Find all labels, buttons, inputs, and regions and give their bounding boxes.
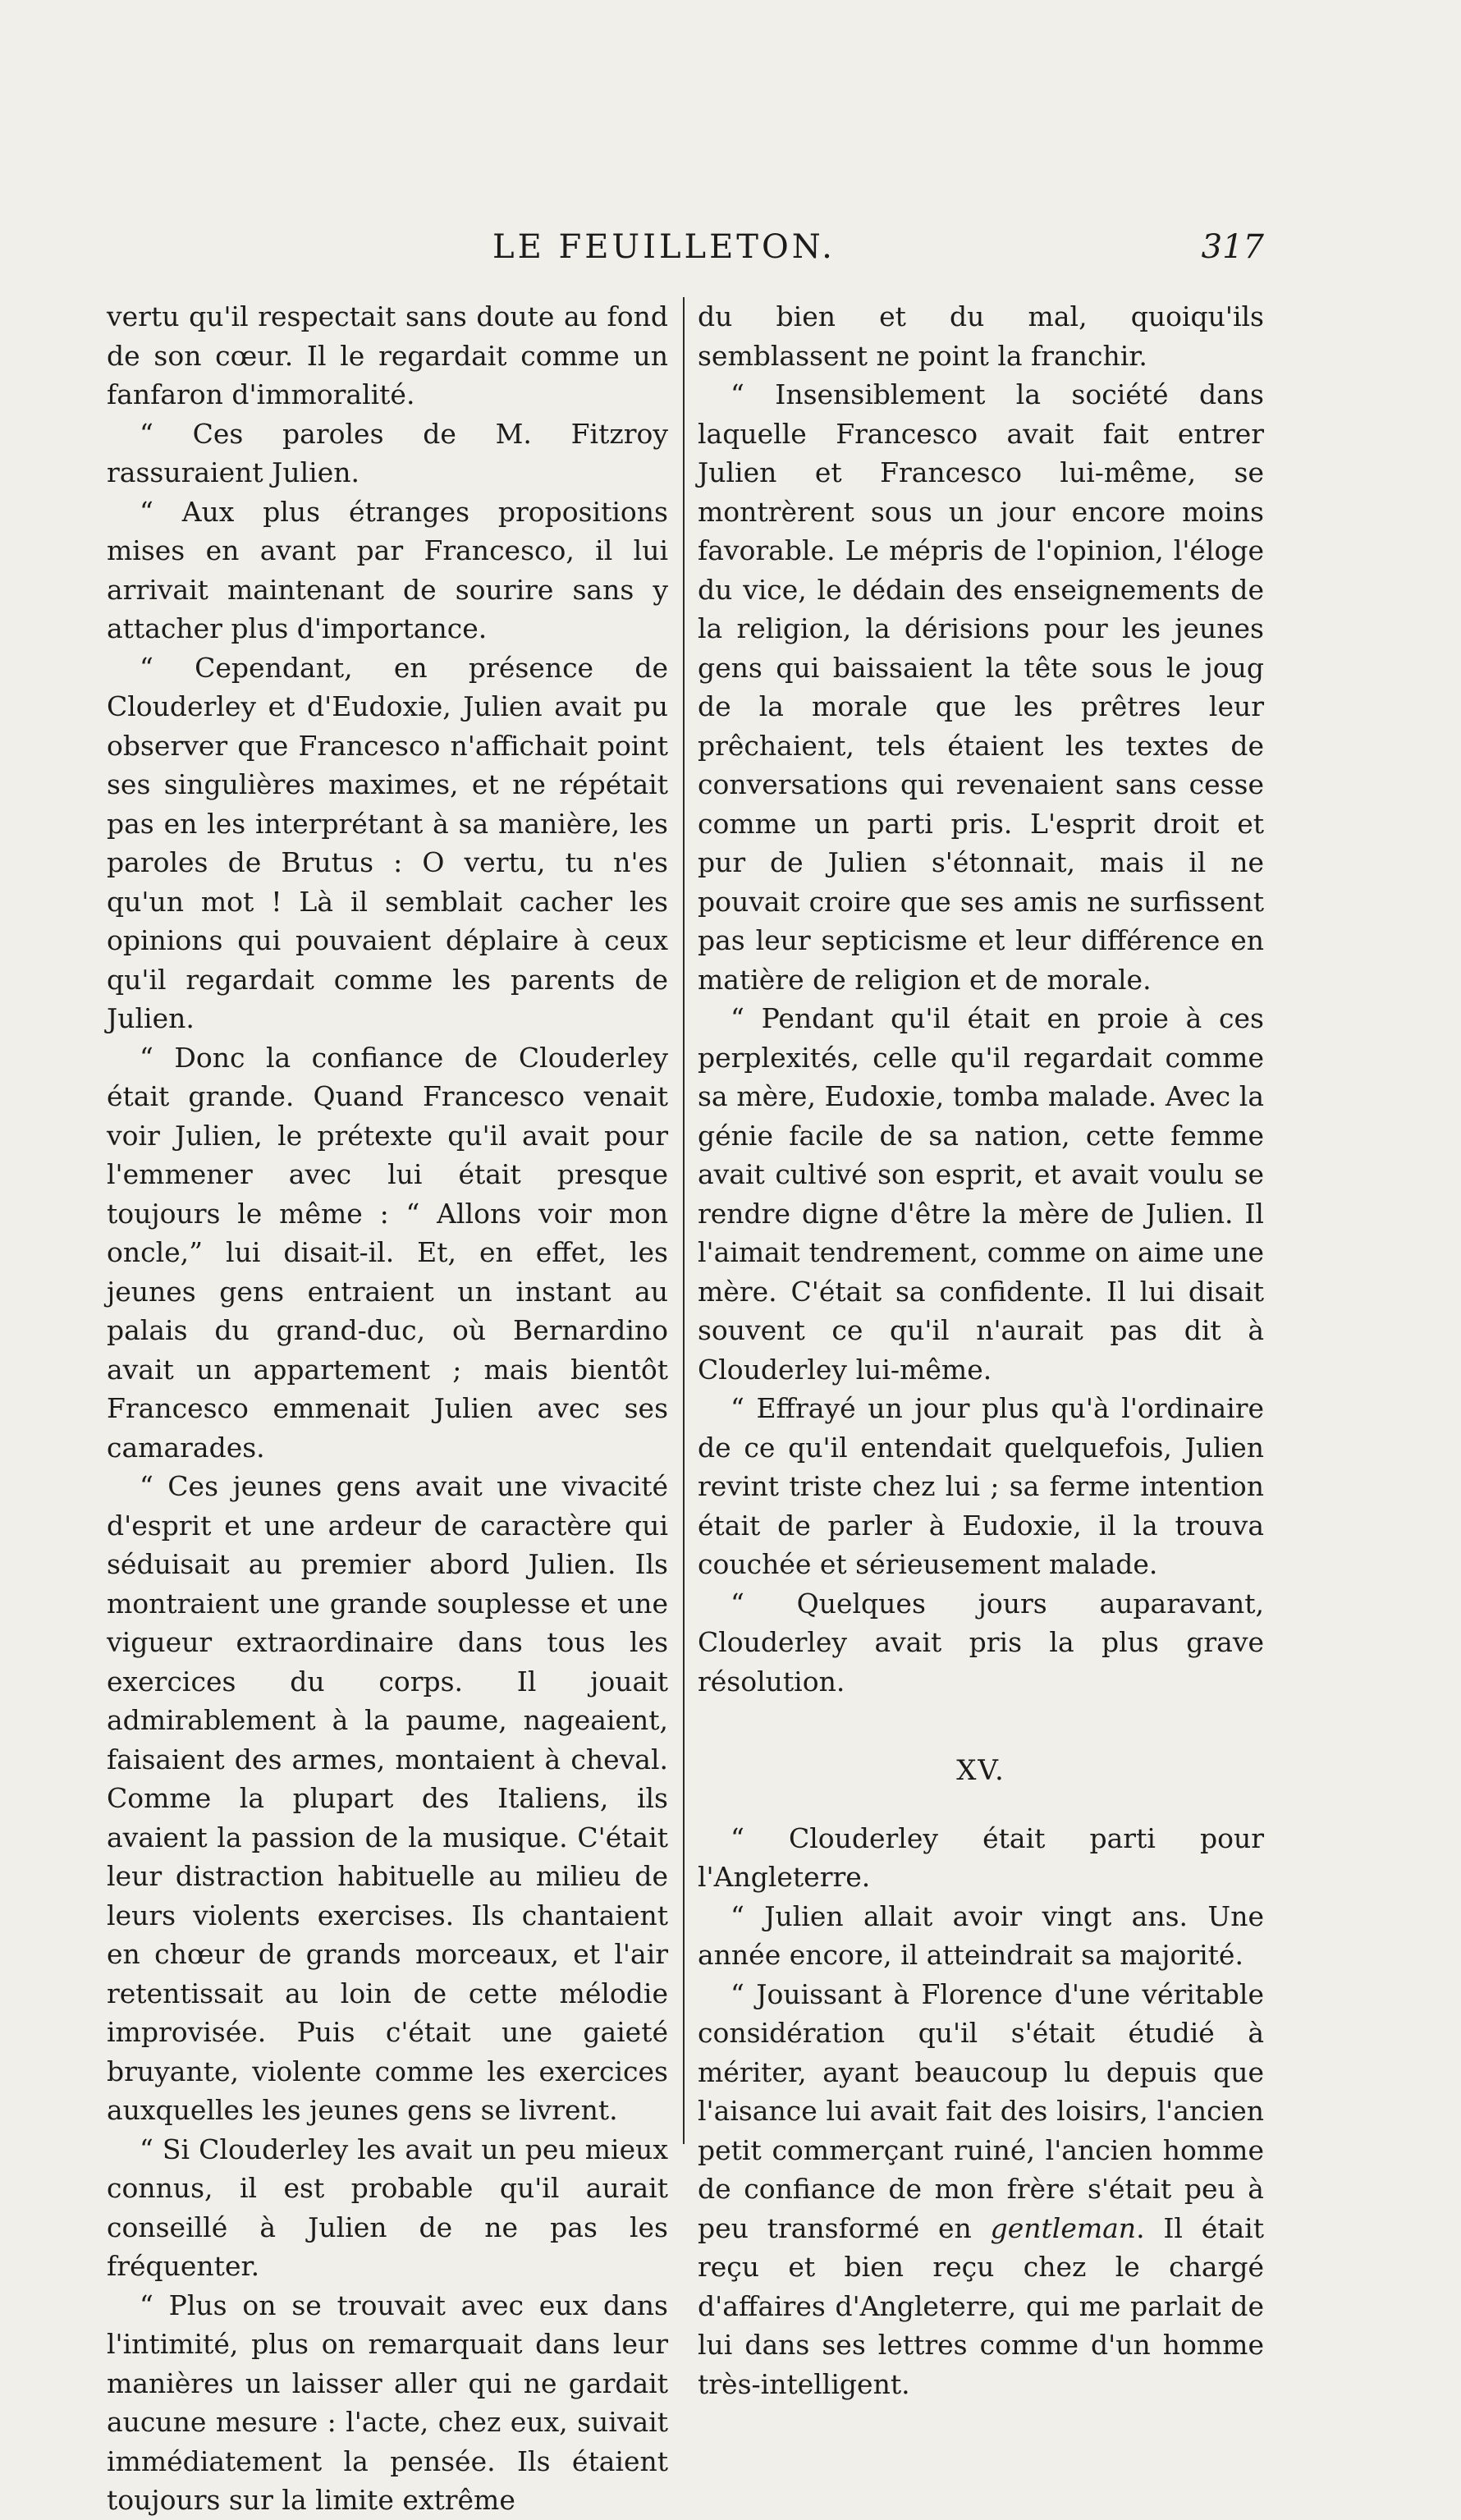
- italic-word: gentleman: [990, 2211, 1137, 2244]
- paragraph: “ Cependant, en présence de Clouderley et d'Eudoxie, Julien avait pu observer que Francesco n'affichait point ses singulières maximes, et ne répétait pas en les interprétant à sa manière, les paroles de Brutus : O vertu, tu n'es qu'un mot ! Là il semblait cacher les opinions qui pouvaient déplaire à ceux qu'il regardait comme les parents de Julien.: [107, 651, 668, 1034]
- paragraph: “ Ces paroles de M. Fitzroy rassuraient Julien.: [107, 417, 668, 488]
- paragraph: “ Plus on se trouvait avec eux dans l'intimité, plus on remarquait dans leur manières un laisser aller qui ne gardait aucune mesure : l'acte, chez eux, suivait immédiatement la pensée. Ils étaient toujours sur la limite extrême: [107, 2289, 668, 2516]
- paragraph-text: “ Jouissant à Florence d'une véritable considération qu'il s'était étudié à mériter, ayant beaucoup lu depuis que l'aisance lui avait fait des loisirs, l'ancien petit commerçant ruiné, l'ancien homme de confiance de mon frère s'était peu à peu transformé en: [698, 1977, 1264, 2244]
- paragraph: “ Donc la confiance de Clouderley était grande. Quand Francesco venait voir Julien, le prétexte qu'il avait pour l'emmener avec lui était presque toujours le même : “ Allons voir mon oncle,” lui disait-il. Et, en effet, les jeunes gens entraient un instant au palais du grand-duc, où Bernardino avait un appartement ; mais bientôt Francesco emmenait Julien avec ses camarades.: [107, 1041, 668, 1464]
- page-number: 317: [1201, 228, 1264, 266]
- paragraph: vertu qu'il respectait sans doute au fond de son cœur. Il le regardait comme un fanfaron d'immoralité.: [107, 300, 668, 410]
- paragraph: “ Ces jeunes gens avait une vivacité d'esprit et une ardeur de caractère qui séduisait au premier abord Julien. Ils montraient une grande souplesse et une vigueur extraordinaire dans tous les exercices du corps. Il jouait admirablement à la paume, nageaient, faisaient des armes, montaient à cheval. Comme la plupart des Italiens, ils avaient la passion de la musique. C'était leur distraction habituelle au milieu de leurs violents exercises. Ils chantaient en chœur de grands morceaux, et l'air retentissait au loin de cette mélodie improvisée. Puis c'était une gaieté bruyante, violente comme les exercices auxquelles les jeunes gens se livrent.: [107, 1470, 668, 2126]
- paragraph: “ Aux plus étranges propositions mises en avant par Francesco, il lui arrivait maintenant de sourire sans y attacher plus d'importance.: [107, 495, 668, 644]
- paragraph: “ Insensiblement la société dans laquelle Francesco avait fait entrer Julien et Francesco lui-même, se montrèrent sous un jour encore moins favorable. Le mépris de l'opinion, l'éloge du vice, le dédain des enseignements de la religion, la dérisions pour les jeunes gens qui baissaient la tête sous le joug de la morale que les prêtres leur prêchaient, tels étaient les textes de conversations qui revenaient sans cesse comme un parti pris. L'esprit droit et pur de Julien s'étonnait, mais il ne pouvait croire que ses amis ne surfissent pas leur septicisme et leur différence en matière de religion et de morale.: [698, 378, 1264, 996]
- right-column: [698, 297, 1264, 2400]
- paragraph: “ Clouderley était parti pour l'Angleterre.: [698, 1821, 1264, 1893]
- paragraph-text: . Il était reçu et bien reçu chez le chargé d'affaires d'Angleterre, qui me parlait de lui dans ses lettres comme d'un homme très-intelligent.: [698, 2211, 1264, 2400]
- running-title: LE FEUILLETON.: [492, 228, 836, 266]
- paragraph: “ Quelques jours auparavant, Clouderley avait pris la plus grave résolution.: [698, 1587, 1264, 1698]
- column-divider: [683, 297, 685, 2144]
- paragraph: “ Pendant qu'il était en proie à ces perplexités, celle qu'il regardait comme sa mère, Eudoxie, tomba malade. Avec la génie facile de sa nation, cette femme avait cultivé son esprit, et avait voulu se rendre digne d'être la mère de Julien. Il l'aimait tendrement, comme on aime une mère. C'était sa confidente. Il lui disait souvent ce qu'il n'aurait pas dit à Clouderley lui-même.: [698, 1002, 1264, 1386]
- paragraph: “ Effrayé un jour plus qu'à l'ordinaire de ce qu'il entendait quelquefois, Julien revint triste chez lui ; sa ferme intention était de parler à Eudoxie, il la trouva couchée et sérieusement malade.: [698, 1392, 1264, 1580]
- section-number: XV.: [956, 1754, 1005, 1787]
- paragraph: du bien et du mal, quoiqu'ils semblassent ne point la franchir.: [698, 300, 1264, 372]
- left-column: [107, 297, 668, 2516]
- paragraph: “ Julien allait avoir vingt ans. Une année encore, il atteindrait sa majorité.: [698, 1899, 1264, 1971]
- paragraph: [698, 1975, 1264, 2404]
- page-header: [98, 228, 1264, 277]
- paragraph: “ Si Clouderley les avait un peu mieux connus, il est probable qu'il aurait conseillé à Julien de ne pas les fréquenter.: [107, 2133, 668, 2282]
